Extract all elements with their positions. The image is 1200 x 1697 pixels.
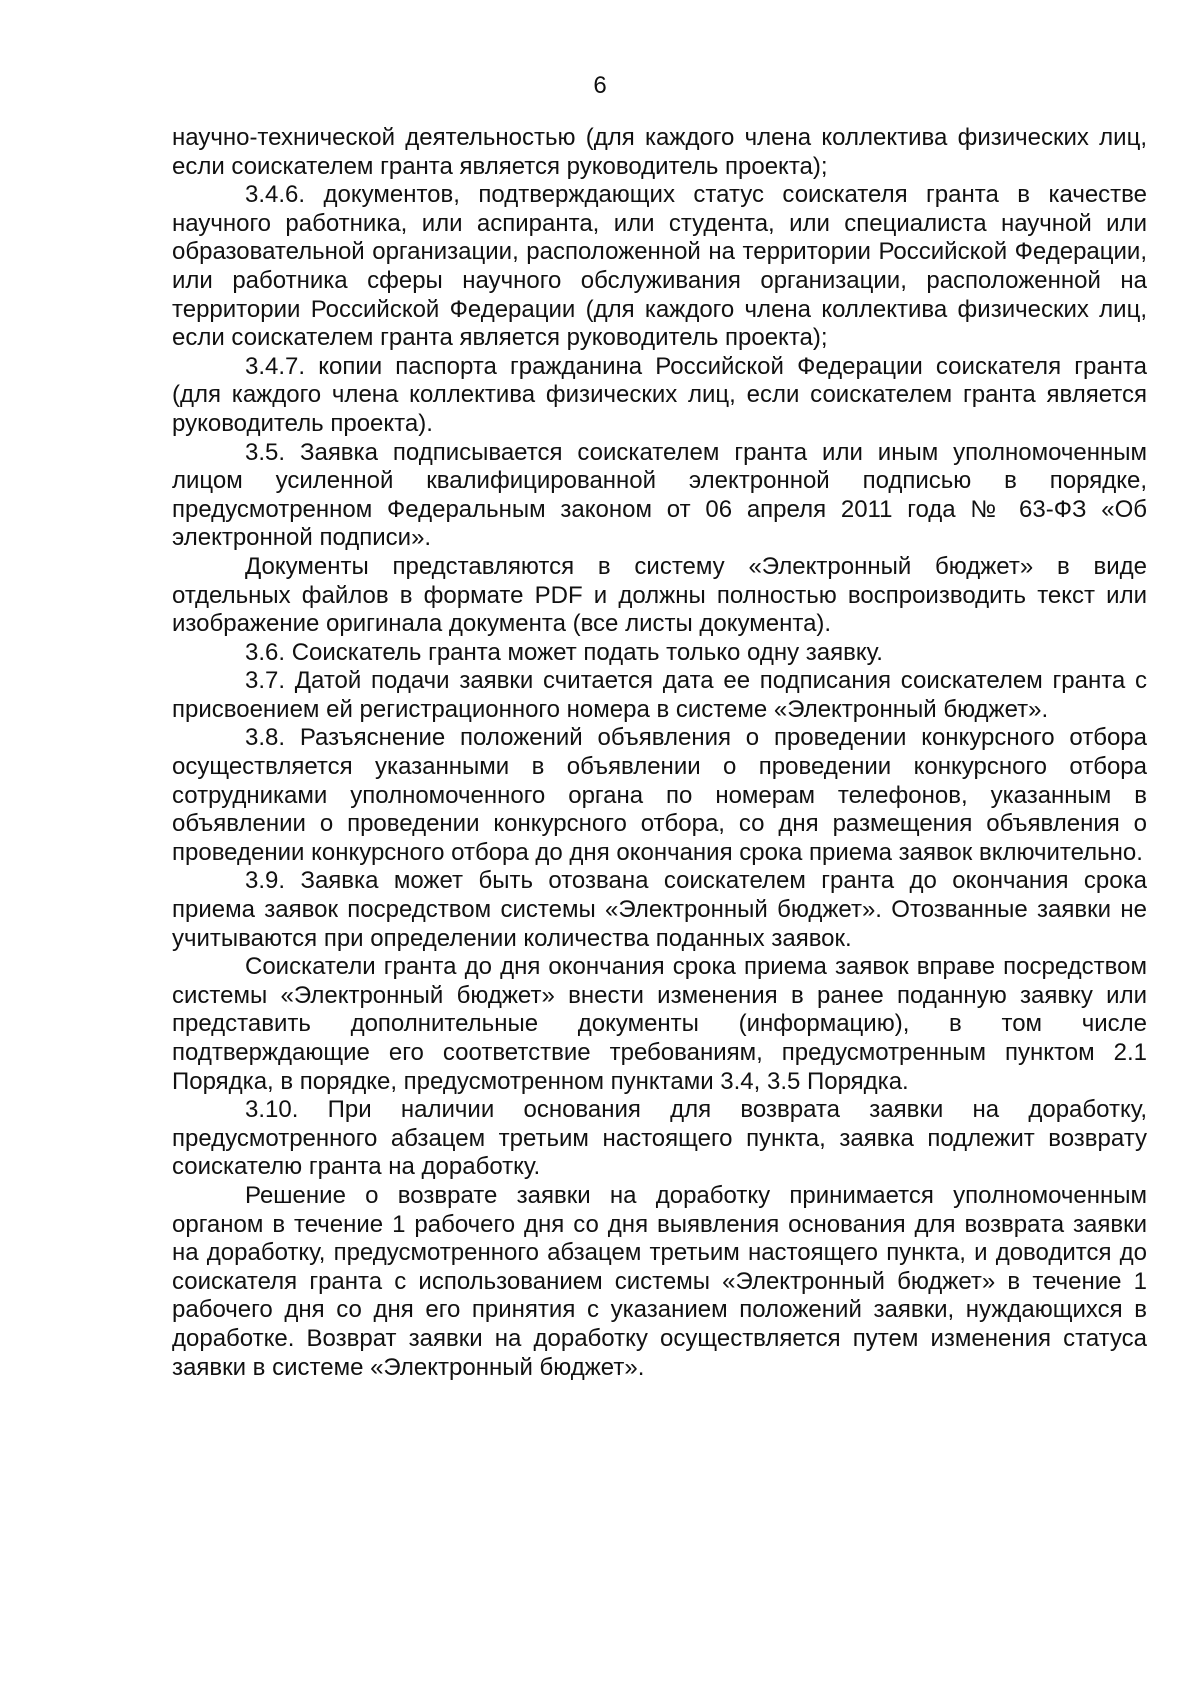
paragraph-3-4-6: 3.4.6. документов, подтверждающих статус соискателя гранта в качестве научного работника, или аспиранта, или студента, или специалиста научной или образовательной организации, расположенной на территории Российской Федерации, или работника сферы научного обслуживания организации, расположенной на территории Российской Федерации (для каждого члена коллектива физических лиц, если соискателем гранта является руководитель проекта);: [172, 181, 1147, 352]
page-number: 6: [593, 72, 607, 99]
paragraph-continuation: научно-технической деятельностью (для каждого члена коллектива физических лиц, если соискателем гранта является руководитель проекта);: [172, 124, 1147, 180]
paragraph-return-decision: Решение о возврате заявки на доработку принимается уполномоченным органом в течение 1 рабочего дня со дня выявления основания для возврата заявки на доработку, предусмотренного абзацем третьим настоящего пункта, и доводится до соискателя гранта с использованием системы «Электронный бюджет» в течение 1 рабочего дня со дня его принятия с указанием положений заявки, нуждающихся в доработке. Возврат заявки на доработку осуществляется путем изменения статуса заявки в системе «Электронный бюджет».: [172, 1181, 1147, 1381]
document-body: [172, 124, 1147, 1382]
paragraph-3-8: 3.8. Разъяснение положений объявления о проведении конкурсного отбора осуществляется указанными в объявлении о проведении конкурсного отбора сотрудниками уполномоченного органа по номерам телефонов, указанным в объявлении о проведении конкурсного отбора, со дня размещения объявления о проведении конкурсного отбора до дня окончания срока приема заявок включительно.: [172, 724, 1147, 866]
paragraph-3-4-7: 3.4.7. копии паспорта гражданина Российской Федерации соискателя гранта (для каждого члена коллектива физических лиц, если соискателем гранта является руководитель проекта).: [172, 352, 1147, 437]
paragraph-3-7: 3.7. Датой подачи заявки считается дата ее подписания соискателем гранта с присвоением ей регистрационного номера в системе «Электронный бюджет».: [172, 667, 1147, 723]
paragraph-3-9: 3.9. Заявка может быть отозвана соискателем гранта до окончания срока приема заявок посредством системы «Электронный бюджет». Отозванные заявки не учитываются при определении количества поданных заявок.: [172, 867, 1147, 952]
paragraph-documents-format: Документы представляются в систему «Электронный бюджет» в виде отдельных файлов в формате PDF и должны полностью воспроизводить текст или изображение оригинала документа (все листы документа).: [172, 552, 1147, 638]
paragraph-changes-to-application: Соискатели гранта до дня окончания срока приема заявок вправе посредством системы «Электронный бюджет» внести изменения в ранее поданную заявку или представить дополнительные документы (информацию), в том числе подтверждающие его соответствие требованиям, предусмотренным пунктом 2.1 Порядка, в порядке, предусмотренном пунктами 3.4, 3.5 Порядка.: [172, 953, 1147, 1095]
paragraph-3-10: 3.10. При наличии основания для возврата заявки на доработку, предусмотренного абзацем третьим настоящего пункта, заявка подлежит возврату соискателю гранта на доработку.: [172, 1096, 1147, 1181]
paragraph-3-5: 3.5. Заявка подписывается соискателем гранта или иным уполномоченным лицом усиленной квалифицированной электронной подписью в порядке, предусмотренном Федеральным законом от 06 апреля 2011 года № 63-ФЗ «Об электронной подписи».: [172, 438, 1147, 552]
paragraph-3-6: 3.6. Соискатель гранта может подать только одну заявку.: [245, 638, 883, 666]
